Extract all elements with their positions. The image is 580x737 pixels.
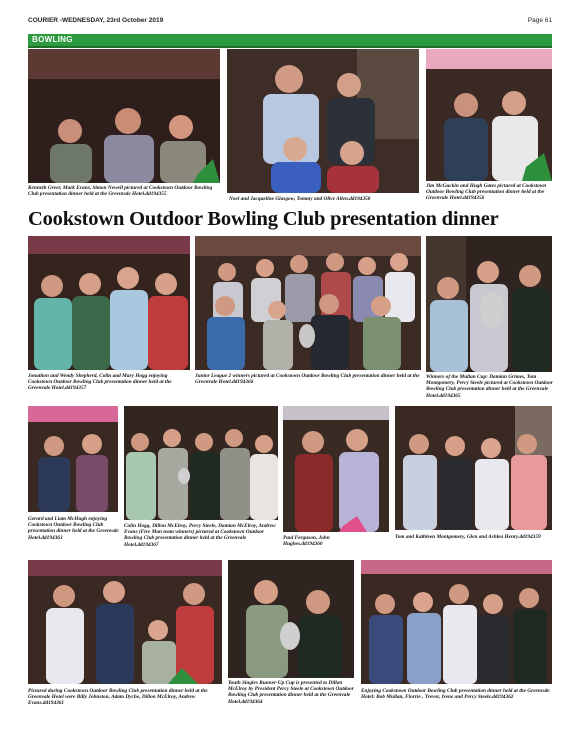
caption-2: Noel and Jacqueline Glasgow, Tommy and Olive Allen.dd194358 bbox=[229, 196, 371, 202]
caption-13: Enjoying Cookstown Outdoor Bowling Club presentation dinner held at the Greenvale Hotel: Bob Mullan, Florrie , Trevor, Irene and Percy Steele.dd194362 bbox=[361, 688, 550, 701]
page-header bbox=[28, 14, 552, 28]
photo-1 bbox=[28, 49, 220, 183]
publication-date: COURIER -WEDNESDAY, 23rd October 2019 bbox=[28, 17, 164, 24]
page-headline: Cookstown Outdoor Bowling Club presentation dinner bbox=[28, 208, 499, 230]
photo-10 bbox=[395, 406, 552, 530]
photo-6 bbox=[426, 236, 552, 372]
section-label: BOWLING bbox=[32, 35, 73, 44]
photo-8 bbox=[124, 406, 278, 520]
caption-1: Kenneth Greer, Mark Evans, Simon Newell pictured at Cookstown Outdoor Bowling Club presentation dinner held at the Greenvale Hotel.dd194355 bbox=[28, 185, 213, 198]
photo-13 bbox=[361, 560, 552, 684]
caption-3: Jim McGuckin and Hugh Gates pictured at Cookstown Outdoor Bowling Club presentation dinner held at the Greenvale Hotel.dd194356 bbox=[426, 183, 547, 202]
caption-9-first: Paul Ferguson, John bbox=[283, 535, 330, 541]
photo-11 bbox=[28, 560, 222, 684]
caption-10: Tom and Kathleen Montgomery, Glen and Ashlea Henry.dd194359 bbox=[395, 534, 541, 540]
photo-4 bbox=[28, 236, 190, 370]
caption-9 bbox=[283, 535, 391, 547]
caption-8: Colin Hogg, Dillon McElroy, Percy Steele, Damian McElroy, Andrew Evans (Five Man team winners) pictured at Cookstown Outdoor Bowling Club presentation dinner held at the Greenvale Hotel.dd194367 bbox=[124, 523, 276, 548]
photo-2 bbox=[227, 49, 419, 193]
photo-7 bbox=[28, 406, 118, 512]
caption-12: Youth Singles Runner-Up Cup is presented to Dillon McElroy by President Percy Steele at Cookstown Outdoor Bowling Club presentation dinner held at the Greenvale Hotel.dd194364 bbox=[228, 680, 354, 705]
caption-5: Junior League 2 winners pictured at Cookstown Outdoor Bowling Club presentation dinner held at the Greenvale Hotel.dd194366 bbox=[195, 373, 420, 386]
photo-5 bbox=[195, 236, 421, 370]
caption-9-second: Hughes.dd194360 bbox=[283, 541, 323, 548]
section-banner bbox=[28, 34, 552, 48]
photo-12 bbox=[228, 560, 354, 678]
photo-3 bbox=[426, 49, 552, 181]
caption-6: Winners of the Mullan Cup: Damian Grimes, Tom Montgomery, Percy Steele pictured at Cookstown Outdoor Bowling Club presentation dinner held at the Greenvale Hotel.dd194365 bbox=[426, 374, 553, 399]
caption-7: Gerard and Liam McHugh enjoying Cookstown Outdoor Bowling Club presentation dinner held at the Greenvale Hotel.dd194363 bbox=[28, 516, 119, 541]
caption-4: Jonathon and Wendy Shepherd, Colin and Mary Hogg enjoying Cookstown Outdoor Bowling Club presentation dinner held at the Greenvale Hotel.dd194357 bbox=[28, 373, 172, 392]
photo-9 bbox=[283, 406, 389, 532]
caption-11: Pictured during Cookstown Outdoor Bowling Club presentation dinner held at the Greenvale Hotel were Billy Johnston, Adam Dyche, Dillon McElroy, Andrew Evans.dd194361 bbox=[28, 688, 208, 707]
page-number: Page 61 bbox=[527, 17, 552, 24]
